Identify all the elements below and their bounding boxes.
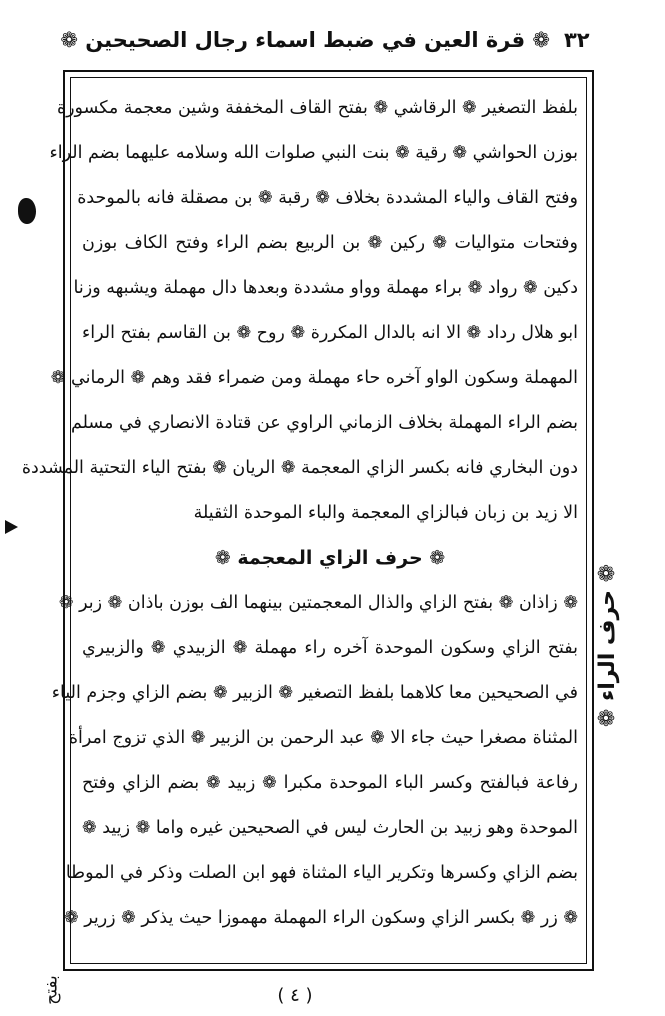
- text-line: الموحدة وهو زبيد بن الحارث ليس في الصحيحين غيره واما ❁ زييد ❁: [82, 818, 578, 838]
- text-line: المثناة مصغرا حيث جاء الا ❁ عبد الرحمن بن الزبير ❁ الذي تزوج امرأة: [68, 728, 578, 748]
- text-line: بفتح الزاي وسكون الموحدة آخره راء مهملة ❁ الزبيدي ❁ والزبيري: [82, 638, 578, 658]
- margin-section-label: ❁ حرف الراء ❁: [595, 563, 621, 727]
- footer-page-marker: ( ٤ ): [277, 985, 313, 1006]
- text-line: بضم الزاي وكسرها وتكرير الياء المثناة فهو ابن الصلت وذكر في الموطا: [65, 863, 578, 883]
- page-number: ٣٢: [563, 28, 590, 52]
- book-title: ❁ قرة العين في ضبط اسماء رجال الصحيحين ❁: [60, 28, 550, 52]
- text-line: المهملة وسكون الواو آخره حاء مهملة ومن ضمراء فقد وهم ❁ الرماني ❁: [50, 368, 578, 388]
- text-line: بضم الراء المهملة بخلاف الزماني الراوي عن قتادة الانصاري في مسلم: [70, 413, 578, 433]
- text-block: [21, 88, 578, 958]
- ink-blot-mark: [18, 198, 36, 224]
- text-line: رفاعة فبالفتح وكسر الباء الموحدة مكبرا ❁ زبيد ❁ بضم الزاي وفتح: [82, 773, 578, 793]
- text-line: ❁ زر ❁ بكسر الزاي وسكون الراء المهملة مهموزا حيث يذكر ❁ زرير ❁: [63, 908, 578, 928]
- text-line: ❁ زاذان ❁ بفتح الزاي والذال المعجمتين بينهما الف بوزن باذان ❁ زبر ❁: [58, 593, 578, 613]
- margin-arrow-mark: [5, 520, 18, 534]
- text-line: دكين ❁ رواد ❁ براء مهملة وواو مشددة وبعدها دال مهملة ويشبهه وزنا: [73, 278, 578, 298]
- text-line: الا زيد بن زبان فبالزاي المعجمة والباء الموحدة الثقيلة: [193, 503, 578, 523]
- text-line: في الصحيحين معا كلاهما بلفظ التصغير ❁ الزبير ❁ بضم الزاي وجزم الياء: [51, 683, 578, 703]
- text-line: بلفظ التصغير ❁ الرقاشي ❁ بفتح القاف المخففة وشين معجمة مكسورة: [56, 98, 578, 118]
- catchword: بفتح: [42, 975, 62, 1005]
- text-line: وفتح القاف والياء المشددة بخلاف ❁ رقبة ❁ بن مصقلة فانه بالموحدة: [77, 188, 578, 208]
- text-line: وفتحات متواليات ❁ ركين ❁ بن الربيع بضم الراء وفتح الكاف بوزن: [82, 233, 578, 253]
- text-line: ابو هلال رداد ❁ الا انه بالدال المكررة ❁ روح ❁ بن القاسم بفتح الراء: [82, 323, 578, 343]
- section-heading: ❁ حرف الزاي المعجمة ❁: [214, 547, 446, 569]
- text-line: بوزن الحواشي ❁ رقية ❁ بنت النبي صلوات الله وسلامه عليهما بضم الراء: [49, 143, 578, 163]
- running-header: [60, 18, 590, 62]
- text-line: دون البخاري فانه بكسر الزاي المعجمة ❁ الريان ❁ بفتح الياء التحتية المشددة: [21, 458, 578, 478]
